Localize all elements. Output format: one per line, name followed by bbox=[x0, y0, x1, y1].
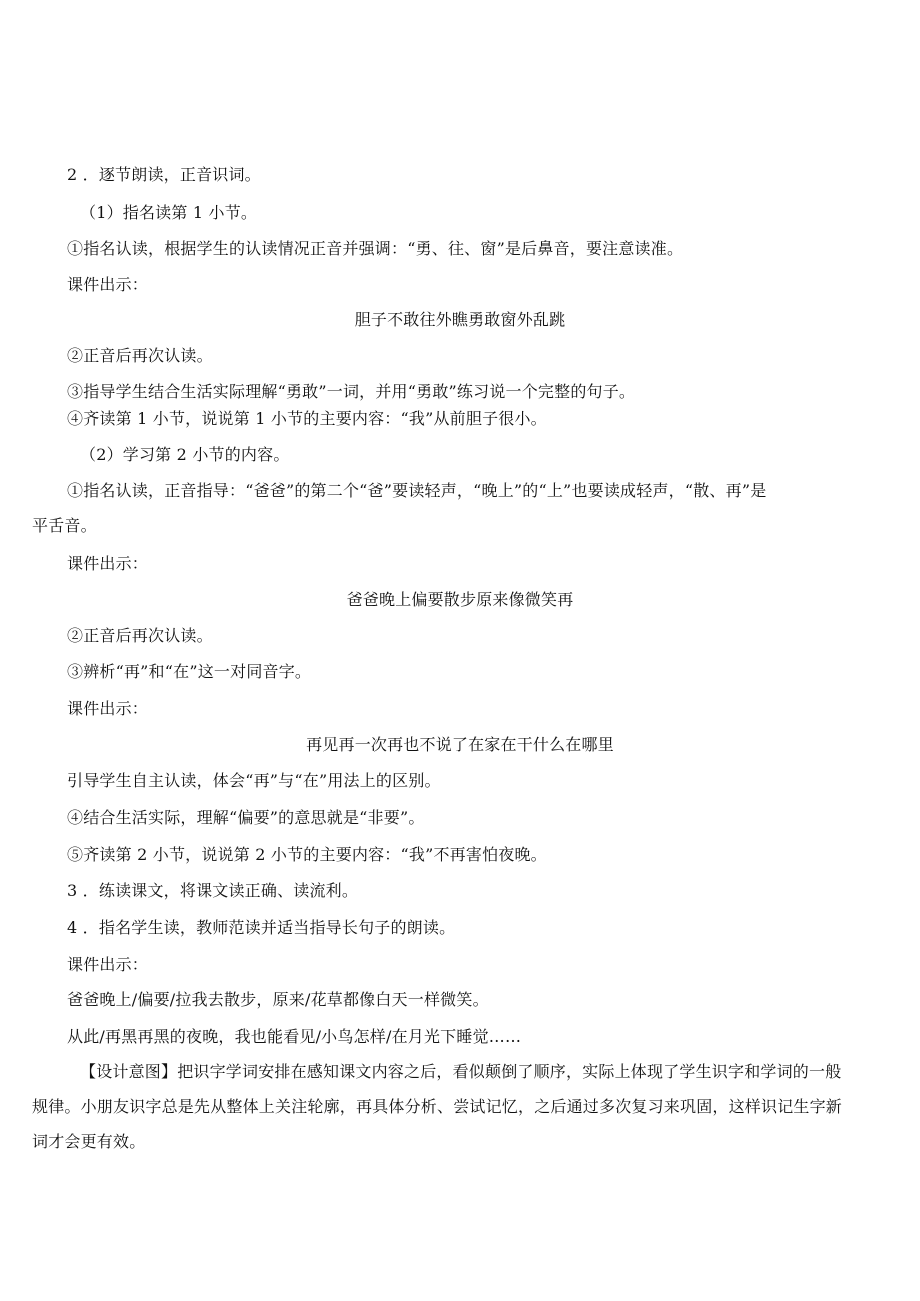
paragraph: ②正音后再次认读。 bbox=[67, 346, 213, 365]
section-1-heading: （1）指名读第 1 小节。 bbox=[80, 203, 258, 222]
courseware-label: 课件出示： bbox=[67, 554, 149, 573]
step-2-heading: 2 ．逐节朗读，正音识词。 bbox=[67, 165, 261, 184]
courseware-label: 课件出示： bbox=[67, 275, 149, 294]
step-3-heading: 3 ．练读课文，将课文读正确、读流利。 bbox=[67, 881, 359, 900]
section-2-heading: （2）学习第 2 小节的内容。 bbox=[80, 445, 290, 464]
design-intent-continuation: 词才会更有效。 bbox=[32, 1132, 146, 1151]
courseware-words-2: 爸爸晚上偏要散步原来像微笑再 bbox=[346, 590, 574, 609]
paragraph: ③指导学生结合生活实际理解“勇敢”一词，并用“勇敢”练习说一个完整的句子。 bbox=[67, 382, 636, 401]
courseware-label: 课件出示： bbox=[67, 955, 149, 974]
paragraph: ③辨析“再”和“在”这一对同音字。 bbox=[67, 662, 312, 681]
design-intent-paragraph: 【设计意图】把识字学词安排在感知课文内容之后，看似颠倒了顺序，实际上体现了学生识字和学词的一般 bbox=[80, 1062, 842, 1081]
design-intent-continuation: 规律。小朋友识字总是先从整体上关注轮廓，再具体分析、尝试记忆，之后通过多次复习来巩固，这样识记生字新 bbox=[32, 1097, 843, 1116]
step-4-heading: 4 ．指名学生读，教师范读并适当指导长句子的朗读。 bbox=[67, 918, 456, 937]
paragraph: ④齐读第 1 小节，说说第 1 小节的主要内容：“我”从前胆子很小。 bbox=[67, 409, 547, 428]
paragraph: ②正音后再次认读。 bbox=[67, 626, 213, 645]
reading-sentence-2: 从此/再黑再黑的夜晚，我也能看见/小鸟怎样/在月光下睡觉…… bbox=[67, 1027, 522, 1046]
reading-sentence-1: 爸爸晚上/偏要/拉我去散步，原来/花草都像白天一样微笑。 bbox=[67, 990, 489, 1009]
paragraph: ①指名认读，根据学生的认读情况正音并强调：“勇、往、窗”是后鼻音，要注意读准。 bbox=[67, 239, 684, 258]
courseware-label: 课件出示： bbox=[67, 699, 149, 718]
paragraph: ①指名认读，正音指导：“爸爸”的第二个“爸”要读轻声，“晚上”的“上”也要读成轻声，“散、再”是 bbox=[67, 481, 767, 500]
paragraph: ④结合生活实际，理解“偏要”的意思就是“非要”。 bbox=[67, 808, 425, 827]
courseware-words-3: 再见再一次再也不说了在家在干什么在哪里 bbox=[306, 735, 614, 754]
paragraph-continuation: 平舌音。 bbox=[32, 516, 97, 535]
courseware-words-1: 胆子不敢往外瞧勇敢窗外乱跳 bbox=[354, 310, 566, 329]
paragraph: 引导学生自主认读，体会“再”与“在”用法上的区别。 bbox=[67, 771, 441, 790]
paragraph: ⑤齐读第 2 小节，说说第 2 小节的主要内容：“我”不再害怕夜晚。 bbox=[67, 845, 547, 864]
